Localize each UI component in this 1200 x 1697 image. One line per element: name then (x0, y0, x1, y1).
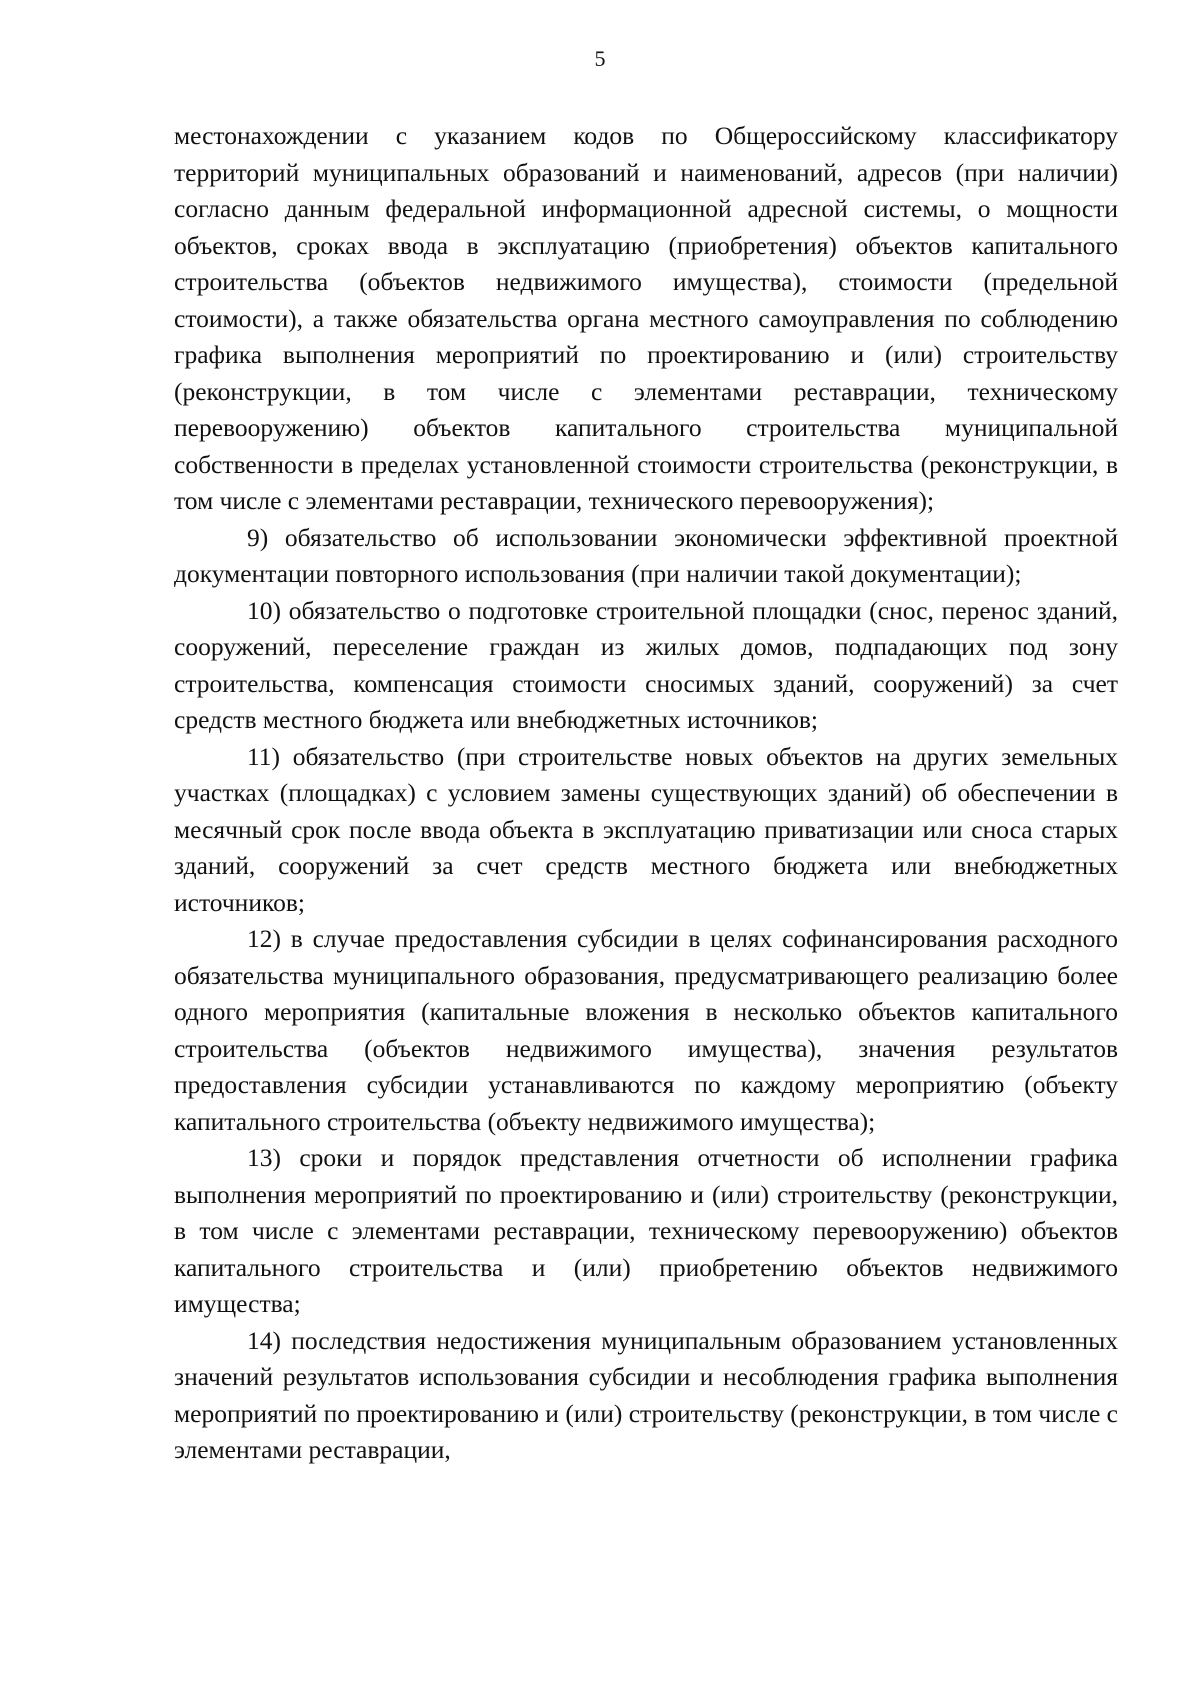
paragraph-item-10: 10) обязательство о подготовке строительной площадки (снос, перенос зданий, сооружений, переселение граждан из жилых домов, подпадающих под зону строительства, компенсация стоимости сносимых зданий, сооружений) за счет средств местного бюджета или внебюджетных источников; (174, 595, 1118, 734)
document-body (174, 118, 1118, 1469)
paragraph-item-12: 12) в случае предоставления субсидии в целях софинансирования расходного обязательства муниципального образования, предусматривающего реализацию более одного мероприятия (капитальные вложения в несколько объектов капитального строительства (объектов недвижимого имущества), значения результатов предоставления субсидии устанавливаются по каждому мероприятию (объекту капитального строительства (объекту недвижимого имущества); (174, 924, 1118, 1136)
paragraph-item-9: 9) обязательство об использовании экономически эффективной проектной документации повторного использования (при наличии такой документации); (174, 522, 1118, 588)
paragraph-continuation: местонахождении с указанием кодов по Общероссийскому классификатору территорий муниципальных образований и наименований, адресов (при наличии) согласно данным федеральной информационной адресной системы, о мощности объектов, сроках ввода в эксплуатацию (приобретения) объектов капитального строительства (объектов недвижимого имущества), стоимости (предельной стоимости), а также обязательства органа местного самоуправления по соблюдению графика выполнения мероприятий по проектированию и (или) строительству (реконструкции, в том числе с элементами реставрации, техническому перевооружению) объектов капитального строительства муниципальной собственности в пределах установленной стоимости строительства (реконструкции, в том числе с элементами реставрации, технического перевооружения); (174, 121, 1118, 515)
page-number: 5 (594, 46, 606, 71)
paragraph-item-13: 13) сроки и порядок представления отчетности об исполнении графика выполнения мероприятий по проектированию и (или) строительству (реконструкции, в том числе с элементами реставрации, техническому перевооружению) объектов капитального строительства и (или) приобретению объектов недвижимого имущества; (174, 1143, 1118, 1318)
paragraph-item-14: 14) последствия недостижения муниципальным образованием установленных значений результатов использования субсидии и несоблюдения графика выполнения мероприятий по проектированию и (или) строительству (реконструкции, в том числе с элементами реставрации, (174, 1325, 1118, 1464)
paragraph-item-11: 11) обязательство (при строительстве новых объектов на других земельных участках (площадках) с условием замены существующих зданий) об обеспечении в месячный срок после ввода объекта в эксплуатацию приватизации или сноса старых зданий, сооружений за счет средств местного бюджета или внебюджетных источников; (174, 741, 1118, 917)
